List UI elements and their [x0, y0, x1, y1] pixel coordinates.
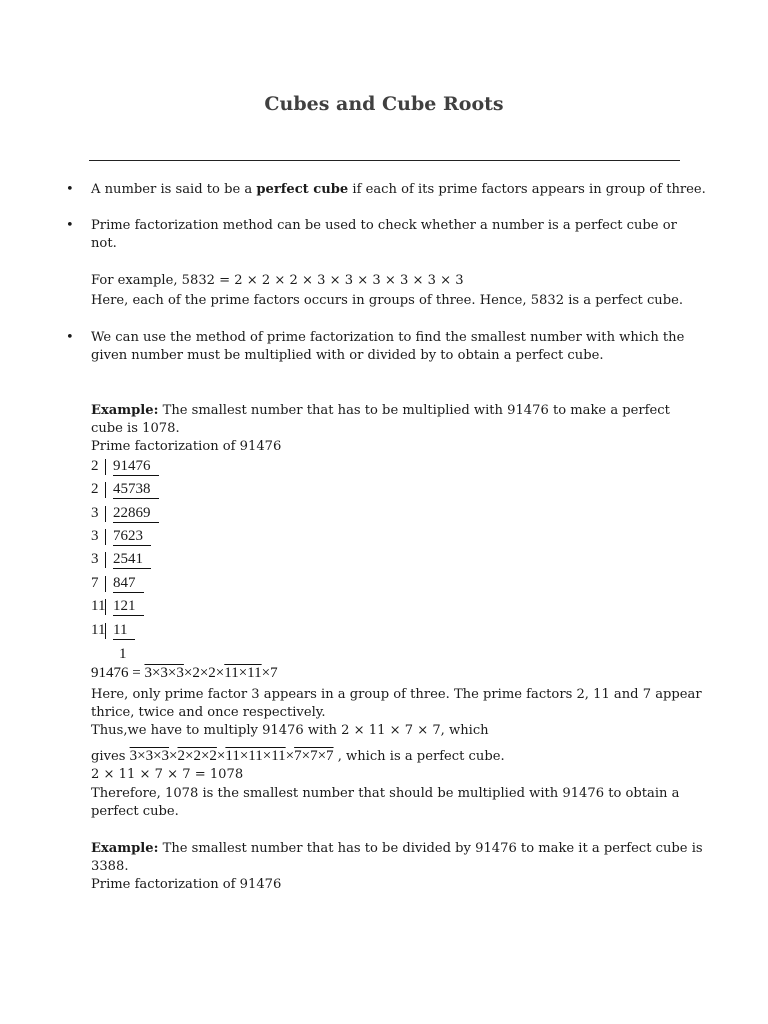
factorization-lhs: 91476 =	[91, 665, 145, 681]
cube-group-elevens: 11×11×11	[225, 748, 286, 764]
division-bar	[105, 599, 106, 615]
example-label: Example:	[91, 841, 159, 856]
divisor: 7	[91, 575, 99, 591]
dividend: 2541	[113, 551, 151, 569]
text-segment: A number is said to be a	[91, 182, 257, 197]
dividend: 45738	[113, 481, 159, 499]
example2-statement-line1	[91, 840, 703, 858]
text-segment: , which is a perfect cube.	[333, 749, 505, 764]
divisor: 3	[91, 551, 99, 567]
division-bar	[105, 576, 106, 592]
cube-group-twos: 2×2×2	[177, 748, 217, 764]
bullet-marker: •	[66, 330, 74, 345]
division-bar	[105, 459, 106, 475]
example1-product: 2 × 11 × 7 × 7 = 1078	[91, 767, 244, 782]
title-divider	[89, 160, 680, 161]
cube-group-sevens: 7×7×7	[294, 748, 334, 764]
bullet-prime-factorization-line2: not.	[91, 236, 117, 251]
example1-conclusion-line2: perfect cube.	[91, 804, 179, 819]
text-segment: gives	[91, 749, 130, 764]
dividend: 847	[113, 575, 144, 593]
example1-statement-line2: cube is 1078.	[91, 421, 180, 436]
example1-conclusion-line1: Therefore, 1078 is the smallest number that should be multiplied with 91476 to obtain a	[91, 786, 680, 801]
example1-analysis-line2: thrice, twice and once respectively.	[91, 705, 326, 720]
divisor: 2	[91, 481, 99, 497]
bullet-marker: •	[66, 218, 74, 233]
divisor: 2	[91, 458, 99, 474]
example1-prime-factorization-heading: Prime factorization of 91476	[91, 439, 282, 454]
dividend: 22869	[113, 505, 159, 523]
division-bar	[105, 482, 106, 498]
example1-analysis-line3: Thus,we have to multiply 91476 with 2 × 11 × 7 × 7, which	[91, 723, 489, 738]
example1-gives-line: gives 3×3×3×2×2×2×11×11×11×7×7×7 , which is a perfect cube.	[91, 748, 505, 764]
factorization-91476	[91, 664, 278, 682]
example2-prime-factorization-heading: Prime factorization of 91476	[91, 877, 282, 892]
factor-twos: ×2×2×	[183, 665, 225, 681]
bullet-smallest-number-line2: given number must be multiplied with or divided by to obtain a perfect cube.	[91, 348, 604, 363]
dividend: 11	[113, 622, 135, 640]
divisor: 11	[91, 622, 106, 638]
bullet-prime-factorization-line1: Prime factorization method can be used to check whether a number is a perfect cube or	[91, 218, 677, 233]
division-final-quotient: 1	[119, 646, 127, 662]
dividend: 121	[113, 598, 144, 616]
cube-group-threes: 3×3×3	[129, 748, 170, 764]
example2-statement-line2: 3388.	[91, 859, 129, 874]
example-5832-equation: For example, 5832 = 2 × 2 × 2 × 3 × 3 × 3 × 3 × 3 × 3	[91, 273, 464, 288]
divisor: 3	[91, 528, 99, 544]
divisor: 3	[91, 505, 99, 521]
factor-seven: ×7	[261, 665, 278, 681]
factor-elevens: 11×11	[224, 665, 262, 681]
dividend: 7623	[113, 528, 151, 546]
example-label: Example:	[91, 403, 159, 418]
division-bar	[105, 506, 106, 522]
bullet-smallest-number-line1: We can use the method of prime factorization to find the smallest number with which the	[91, 330, 685, 345]
division-bar	[105, 623, 106, 639]
text-segment: if each of its prime factors appears in group of three.	[348, 182, 706, 197]
division-bar	[105, 552, 106, 568]
divisor: 11	[91, 598, 106, 614]
division-bar	[105, 529, 106, 545]
example1-statement-line1	[91, 402, 670, 420]
bold-term: perfect cube	[256, 182, 349, 197]
factor-group-threes: 3×3×3	[144, 665, 184, 681]
text-segment: The smallest number that has to be multiplied with 91476 to make a perfect	[158, 403, 670, 418]
page-title: Cubes and Cube Roots	[264, 93, 504, 115]
example-5832-explanation: Here, each of the prime factors occurs in groups of three. Hence, 5832 is a perfect cube.	[91, 293, 684, 308]
bullet-perfect-cube-definition	[91, 181, 706, 199]
example1-analysis-line1: Here, only prime factor 3 appears in a group of three. The prime factors 2, 11 and 7 appear	[91, 687, 702, 702]
text-segment: The smallest number that has to be divided by 91476 to make it a perfect cube is	[158, 841, 703, 856]
bullet-marker: •	[66, 182, 74, 197]
dividend: 91476	[113, 458, 159, 476]
